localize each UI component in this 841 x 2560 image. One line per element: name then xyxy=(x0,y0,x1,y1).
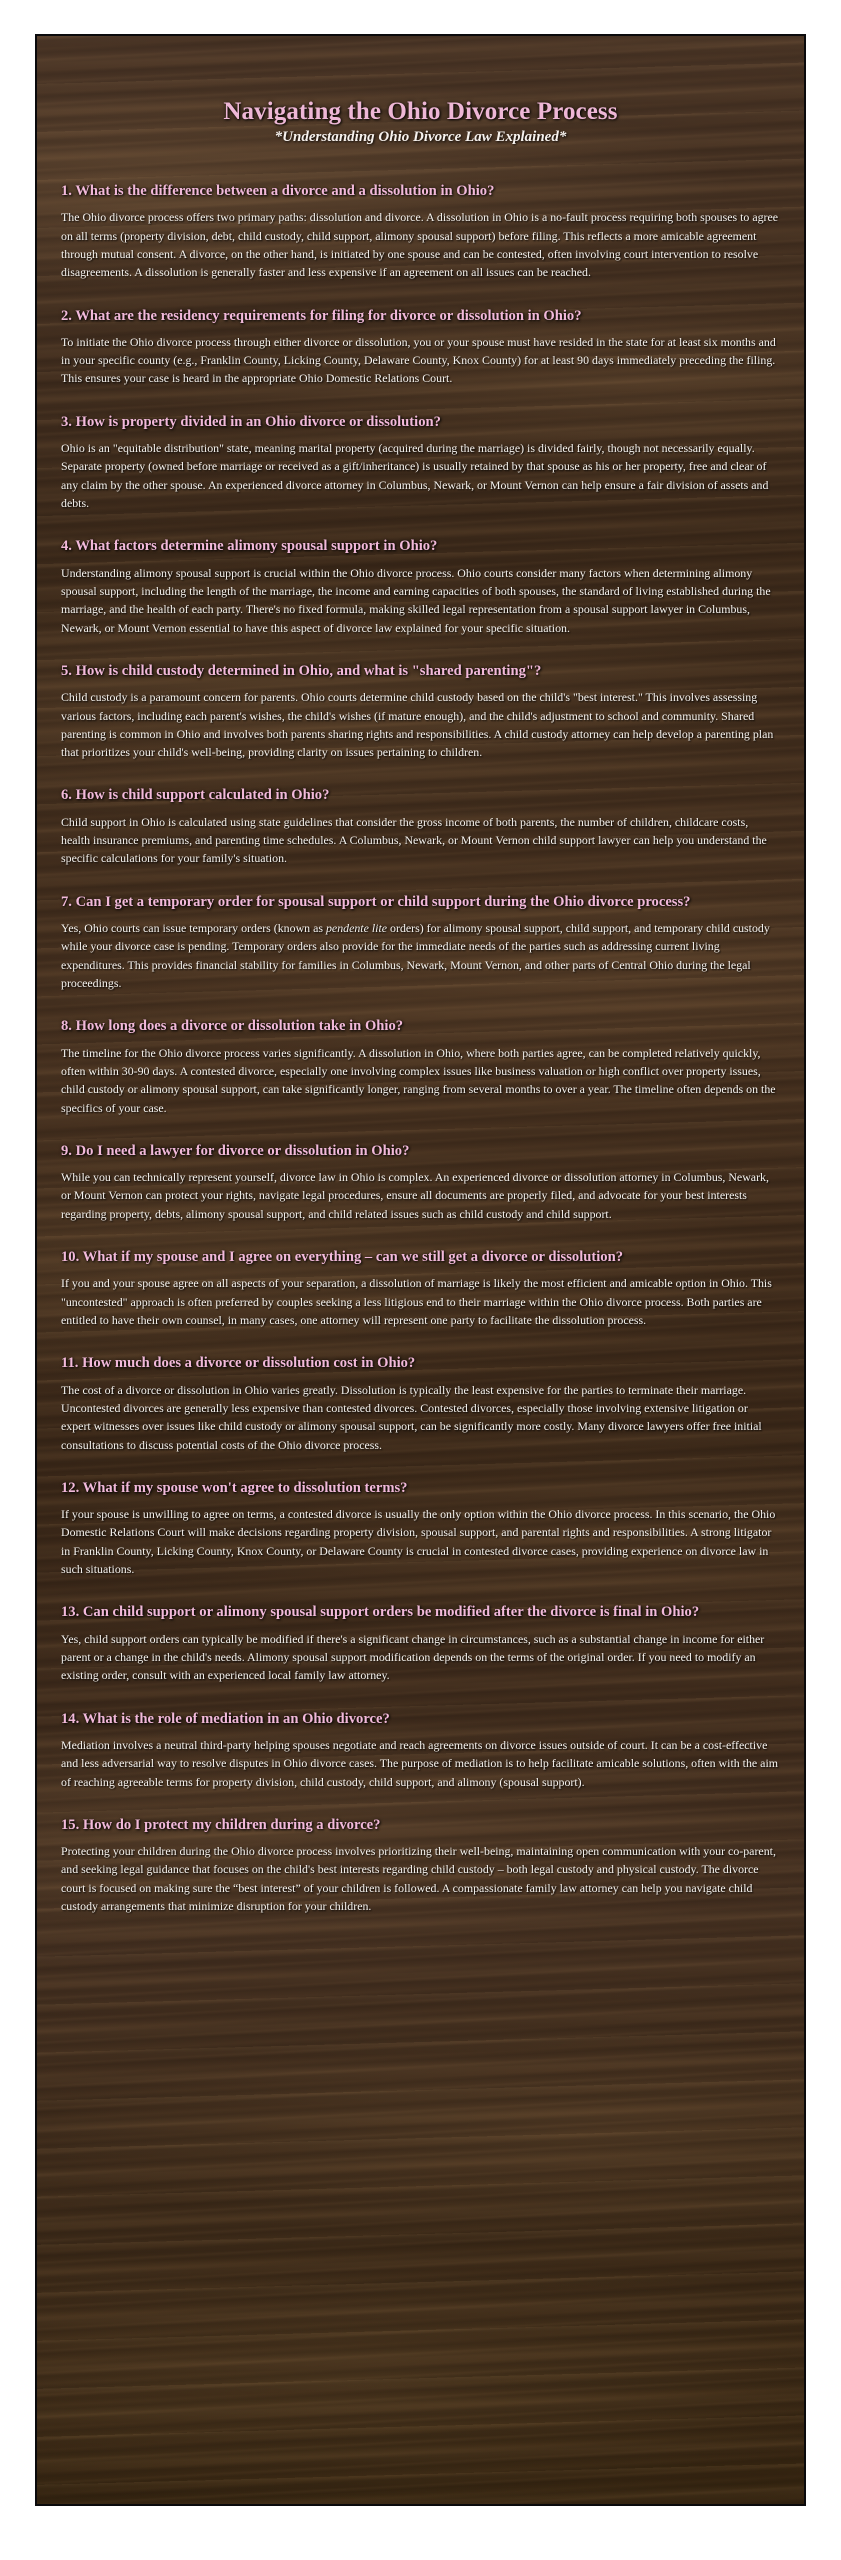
faq-answer: Yes, Ohio courts can issue temporary orders (known as pendente lite orders) for alimony spousal support, child support, and temporary child custody while your divorce case is pending. Temporary orders also provide for the immediate needs of the parties such as addressing current living expenditures. This provides financial stability for families in Columbus, Newark, Mount Vernon, and other parts of Central Ohio during the legal proceedings. xyxy=(61,920,770,990)
faq-question: 8. How long does a divorce or dissolution take in Ohio? xyxy=(61,1018,404,1035)
section-spacer xyxy=(61,1807,780,1816)
faq-item xyxy=(61,662,780,762)
faq-question: 14. What is the role of mediation in an Ohio divorce? xyxy=(61,1710,390,1727)
faq-answer: Ohio is an "equitable distribution" state, meaning marital property (acquired during the marriage) is divided fairly, though not necessarily equally. Separate property (owned before marriage or received as a gift/inheritance) is usually retained by that spouse as his or her property, free and clear of any claim by the other spouse. An experienced divorce attorney in Columbus, Newark, or Mount Vernon can help ensure a fair division of assets and debts. xyxy=(61,441,769,511)
section-spacer xyxy=(61,1239,780,1248)
section-spacer xyxy=(61,528,780,537)
faq-answer: Mediation involves a neutral third-party helping spouses negotiate and reach agreements on divorce issues outside of court. It can be a cost-effective and less adversarial way to resolve disputes in Ohio divorce cases. The purpose of mediation is to help facilitate amicable solutions, often with the aim of reaching agreeable terms for property division, child custody, child support, and alimony (spousal support). xyxy=(61,1737,778,1789)
faq-question: 12. What if my spouse won't agree to dissolution terms? xyxy=(61,1479,408,1496)
faq-item xyxy=(61,1816,780,1916)
wood-panel-card xyxy=(35,34,806,2506)
faq-question: 10. What if my spouse and I agree on everything – can we still get a divorce or dissolution? xyxy=(61,1249,624,1266)
section-spacer xyxy=(61,1345,780,1354)
section-spacer xyxy=(61,404,780,413)
faq-answer: Child support in Ohio is calculated using state guidelines that consider the gross income of both parents, the number of children, childcare costs, health insurance premiums, and parenting time schedules. A Columbus, Newark, or Mount Vernon child support lawyer can help you understand the specific calculations for your family's situation. xyxy=(61,814,767,866)
faq-answer: Yes, child support orders can typically be modified if there's a significant change in circumstances, such as a substantial change in income for either parent or a change in the child's needs. Alimony spousal support modification depends on the terms of the original order. If you need to modify an existing order, consult with an experienced local family law attorney. xyxy=(61,1631,765,1683)
faq-answer: Child custody is a paramount concern for parents. Ohio courts determine child custody based on the child's "best interest." This involves assessing various factors, including each parent's wishes, the child's wishes (if mature enough), and the child's adjustment to school and community. Shared parenting is common in Ohio and involves both parents sharing rights and responsibilities. A child custody attorney can help develop a parenting plan that prioritizes your child's well-being, providing clarity on issues pertaining to children. xyxy=(61,690,774,760)
faq-item xyxy=(61,1710,780,1791)
faq-question: 7. Can I get a temporary order for spousal support or child support during the Ohio divorce process? xyxy=(61,893,691,910)
section-spacer xyxy=(61,1008,780,1017)
faq-item xyxy=(61,1017,780,1117)
faq-item xyxy=(61,1479,780,1579)
faq-item xyxy=(61,1603,780,1684)
faq-item xyxy=(61,786,780,867)
card-content xyxy=(37,36,804,1961)
faq-question: 13. Can child support or alimony spousal support orders be modified after the divorce is final in Ohio? xyxy=(61,1604,700,1621)
faq-item xyxy=(61,182,780,282)
faq-question: 11. How much does a divorce or dissolution cost in Ohio? xyxy=(61,1355,416,1372)
faq-question: 5. How is child custody determined in Ohio, and what is "shared parenting"? xyxy=(61,662,542,679)
faq-answer: If your spouse is unwilling to agree on terms, a contested divorce is usually the only option within the Ohio divorce process. In this scenario, the Ohio Domestic Relations Court will make decisions regarding property division, spousal support, and parental rights and responsibilities. A strong litigator in Franklin County, Licking County, Knox County, or Delaware County is crucial in contested divorce cases, providing experience on divorce law in such situations. xyxy=(61,1507,776,1577)
faq-answer: The cost of a divorce or dissolution in Ohio varies greatly. Dissolution is typically the least expensive for the parties to terminate their marriage. Uncontested divorces are generally less expensive than contested divorces. Contested divorces, especially those involving extensive litigation or expert witnesses over issues like child custody or alimony spousal support, can be significantly more costly. Many divorce lawyers offer free initial consultations to discuss potential costs of the Ohio divorce process. xyxy=(61,1382,762,1452)
section-spacer xyxy=(61,1470,780,1479)
faq-answer: The timeline for the Ohio divorce process varies significantly. A dissolution in Ohio, where both parties agree, can be completed relatively quickly, often within 30-90 days. A contested divorce, especially one involving complex issues like business valuation or high conflict over property issues, child custody or alimony spousal support, can take significantly longer, ranging from several months to over a year. The timeline often depends on the specifics of your case. xyxy=(61,1045,776,1115)
faq-item xyxy=(61,893,780,993)
faq-question: 6. How is child support calculated in Ohio? xyxy=(61,787,330,804)
faq-answer: Understanding alimony spousal support is crucial within the Ohio divorce process. Ohio courts consider many factors when determining alimony spousal support, including the length of the marriage, the income and earning capacities of both spouses, the standard of living established during the marriage, and the health of each party. There's no fixed formula, making skilled legal representation from a spousal support lawyer in Columbus, Newark, or Mount Vernon essential to have this aspect of divorce law explained for your specific situation. xyxy=(61,565,771,635)
faq-question: 2. What are the residency requirements for filing for divorce or dissolution in Ohio? xyxy=(61,307,582,324)
faq-item xyxy=(61,1248,780,1329)
faq-list xyxy=(61,182,780,1915)
faq-item xyxy=(61,1142,780,1223)
faq-item xyxy=(61,1354,780,1454)
section-spacer xyxy=(61,1701,780,1710)
faq-answer: The Ohio divorce process offers two primary paths: dissolution and divorce. A dissolution in Ohio is a no-fault process requiring both spouses to agree on all terms (property division, debt, child custody, child support, alimony spousal support) before filing. This reflects a more amicable agreement through mutual consent. A divorce, on the other hand, is initiated by one spouse and can be contested, often involving court intervention to resolve disagreements. A dissolution is generally faster and less expensive if an agreement on all issues can be reached. xyxy=(61,210,779,280)
faq-question: 3. How is property divided in an Ohio divorce or dissolution? xyxy=(61,413,441,430)
section-spacer xyxy=(61,777,780,786)
page-title: Navigating the Ohio Divorce Process xyxy=(223,98,618,125)
faq-question: 4. What factors determine alimony spousal support in Ohio? xyxy=(61,538,438,555)
faq-item xyxy=(61,537,780,637)
faq-question: 9. Do I need a lawyer for divorce or dissolution in Ohio? xyxy=(61,1142,410,1159)
section-spacer xyxy=(61,884,780,893)
faq-question: 15. How do I protect my children during a divorce? xyxy=(61,1816,381,1833)
section-spacer xyxy=(61,1133,780,1142)
page-subtitle: *Understanding Ohio Divorce Law Explained* xyxy=(274,129,567,145)
section-spacer xyxy=(61,298,780,307)
faq-answer: While you can technically represent yourself, divorce law in Ohio is complex. An experienced divorce or dissolution attorney in Columbus, Newark, or Mount Vernon can protect your rights, navigate legal procedures, ensure all documents are properly filed, and advocate for your best interests regarding property, debts, alimony spousal support, and child related issues such as child custody and child support. xyxy=(61,1170,769,1221)
section-spacer xyxy=(61,653,780,662)
faq-answer: Protecting your children during the Ohio divorce process involves prioritizing their well-being, maintaining open communication with your co-parent, and seeking legal guidance that focuses on the child's best interests regarding child custody – both legal custody and physical custody. The divorce court is focused on making sure the “best interest” of your children is followed. A compassionate family law attorney can help you navigate child custody arrangements that minimize disruption for your children. xyxy=(61,1844,776,1914)
faq-item xyxy=(61,413,780,513)
faq-answer: If you and your spouse agree on all aspects of your separation, a dissolution of marriage is likely the most efficient and amicable option in Ohio. This "uncontested" approach is often preferred by couples seeking a less litigious end to their marriage within the Ohio divorce process. Both parties are entitled to have their own counsel, in many cases, one attorney will represent one party to facilitate the dissolution process. xyxy=(61,1276,772,1327)
faq-question: 1. What is the difference between a divorce and a dissolution in Ohio? xyxy=(61,183,495,199)
section-spacer xyxy=(61,1594,780,1603)
faq-item xyxy=(61,307,780,388)
faq-answer: To initiate the Ohio divorce process through either divorce or dissolution, you or your spouse must have resided in the state for at least six months and in your specific county (e.g., Franklin County, Licking County, Delaware County, Knox County) for at least 90 days immediately preceding the filing. This ensures your case is heard in the appropriate Ohio Domestic Relations Court. xyxy=(61,334,776,386)
